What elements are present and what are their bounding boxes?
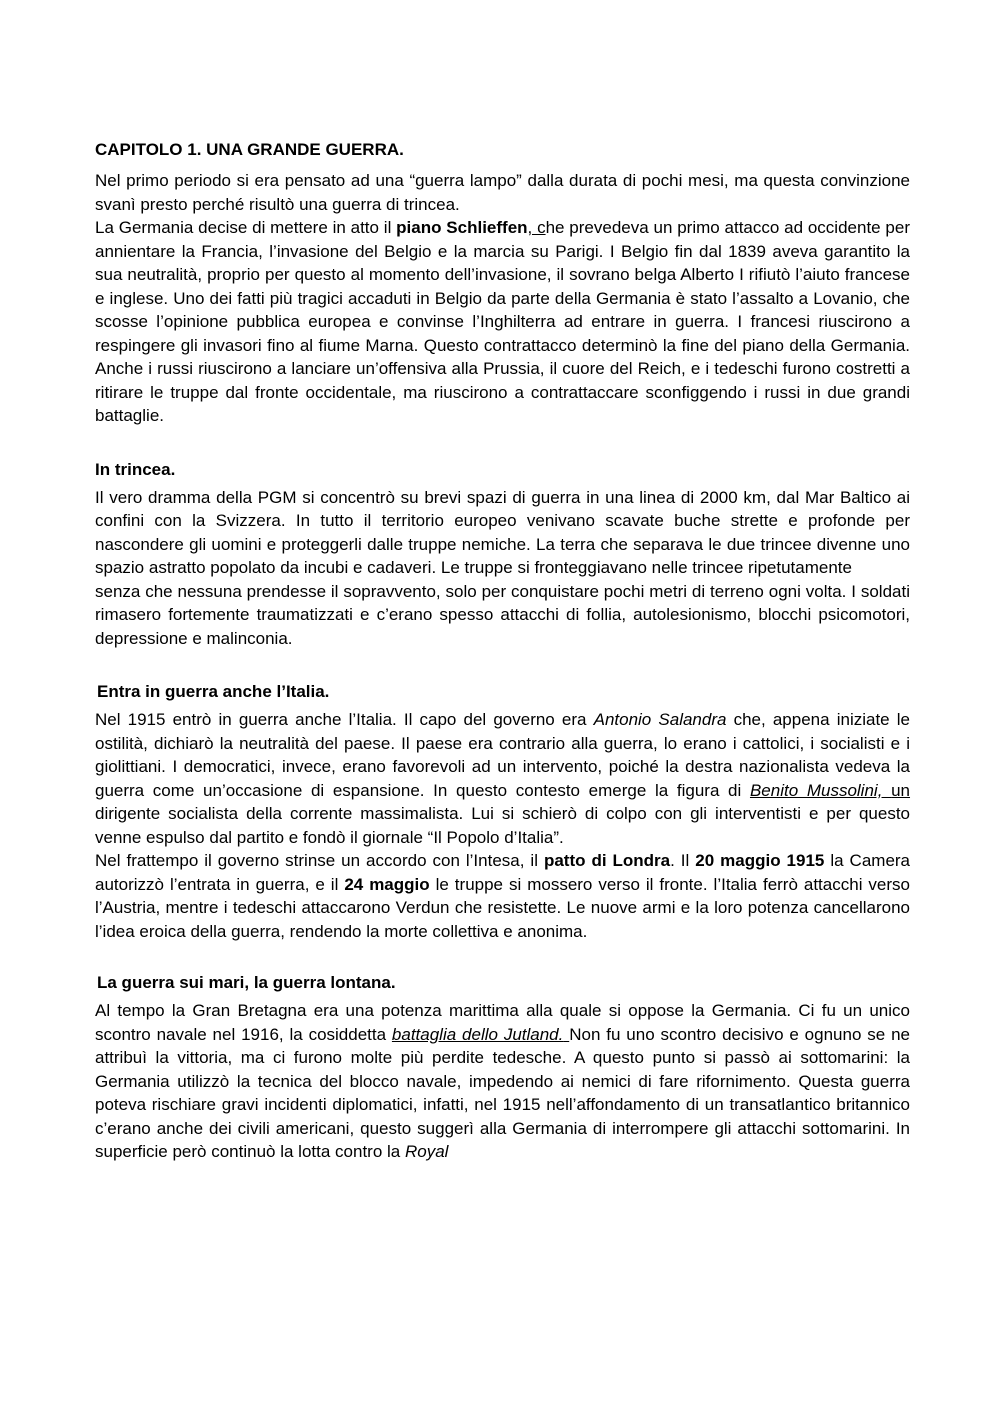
bold-term: piano Schlieffen bbox=[396, 218, 528, 237]
document-page bbox=[95, 138, 910, 1164]
bold-date: 24 maggio bbox=[344, 874, 430, 894]
italic-name: Antonio Salandra bbox=[593, 710, 727, 729]
paragraph: Nel primo periodo si era pensato ad una “guerra lampo” dalla durata di pochi mesi, ma questa convinzione svanì presto perché risultò una guerra di trincea. bbox=[95, 171, 910, 214]
chapter-title: CAPITOLO 1. UNA GRANDE GUERRA. bbox=[95, 140, 404, 159]
italic-underlined-term: battaglia dello Jutland. bbox=[391, 1024, 564, 1044]
italic-term: Royal bbox=[404, 1142, 449, 1161]
paragraph: La Germania decise di mettere in atto il piano Schlieffen, che prevedeva un primo attacco ad occidente per annientare la Francia, l’invasione del Belgio e la marcia su Parigi. I Belgio fin dal 1839 aveva garantito la sua neutralità, proprio per questo al momento dell’invasione, il sovrano belga Alberto I rifiutò l’aiuto francese e inglese. Uno dei fatti più tragici accaduti in Belgio da parte della Germania è stato l’assalto a Lovanio, che scosse l’opinione pubblica europea e convinse l’Inghilterra ad entrare in guerra. I francesi riuscirono a respingere gli invasori fino al fiume Marna. Questo contrattacco determinò la fine del piano della Germania. Anche i russi riuscirono a lanciare un’offensiva alla Prussia, il cuore del Reich, e i tedeschi furono costretti a ritirare le truppe dal fronte occidentale, ma riuscirono a contrattaccare sconfiggendo i russi in due grandi battaglie. bbox=[95, 218, 911, 425]
section-heading: Entra in guerra anche l’Italia. bbox=[97, 682, 330, 701]
bold-term: patto di Londra bbox=[543, 851, 671, 870]
paragraph: Nel 1915 entrò in guerra anche l’Italia. Il capo del governo era Antonio Salandra che, appena iniziate le ostilità, dichiarò la neutralità del paese. Il paese era contrario alla guerra, lo erano i cattolici, i socialisti e i giolittiani. I democratici, invece, erano favorevoli ad un intervento, poiché la destra nazionalista vedeva la guerra come un’occasione di espansione. In questo contesto emerge la figura di Benito Mussolini, un dirigente socialista della corrente massimalista. Lui si schierò di colpo con gli interventisti e per questo venne espulso dal partito e fondò il giornale “Il Popolo d’Italia”. bbox=[95, 710, 911, 847]
paragraph: Il vero dramma della PGM si concentrò su brevi spazi di guerra in una linea di 2000 km, dal Mar Baltico ai confini con la Svizzera. In tutto il territorio europeo venivano scavate buche strette e profonde per nascondere gli uomini e proteggerli dalle truppe nemiche. La terra che separava le due trincee divenne uno spazio astratto popolato da incubi e cadaveri. Le truppe si fronteggiavano nelle trincee ripetutamente bbox=[95, 487, 910, 577]
section-heading: La guerra sui mari, la guerra lontana. bbox=[97, 973, 396, 992]
paragraph: Nel frattempo il governo strinse un accordo con l’Intesa, il patto di Londra. Il 20 maggio 1915 la Camera autorizzò l’entrata in guerra, e il 24 maggio le truppe si mossero verso il fronte. l’Italia ferrò attacchi verso l’Austria, mentre i tedeschi attaccarono Verdun che resistette. Le nuove armi e la loro potenza cancellarono l’idea eroica della guerra, rendendo la morte collettiva e anonima. bbox=[95, 851, 911, 941]
section-heading: In trincea. bbox=[95, 459, 176, 479]
bold-date: 20 maggio 1915 bbox=[695, 851, 825, 870]
paragraph: senza che nessuna prendesse il sopravvento, solo per conquistare pochi metri di terreno ogni volta. I soldati rimasero fortemente traumatizzati e c’erano spesso attacchi di follia, autolesionismo, blocchi psicomotori, depressione e malinconia. bbox=[95, 581, 910, 648]
italic-underlined-name: Benito Mussolini, bbox=[749, 780, 892, 800]
paragraph: Al tempo la Gran Bretagna era una potenza marittima alla quale si oppose la Germania. Ci fu un unico scontro navale nel 1916, la cosiddetta battaglia dello Jutland. Non fu uno scontro decisivo e ognuno se ne attribuì la vittoria, ma ci furono molte più perdite tedesche. A questo punto si passò ai sottomarini: la Germania utilizzò la tecnica del blocco navale, impedendo ai nemici di fare rifornimento. Questa guerra poteva rischiare gravi incidenti diplomatici, infatti, nel 1915 nell’affondamento di un transatlantico britannico c’erano anche dei civili americani, questo suggerì alla Germania di interrompere gli attacchi sottomarini. In superficie però continuò la lotta contro la Royal bbox=[95, 1001, 910, 1161]
